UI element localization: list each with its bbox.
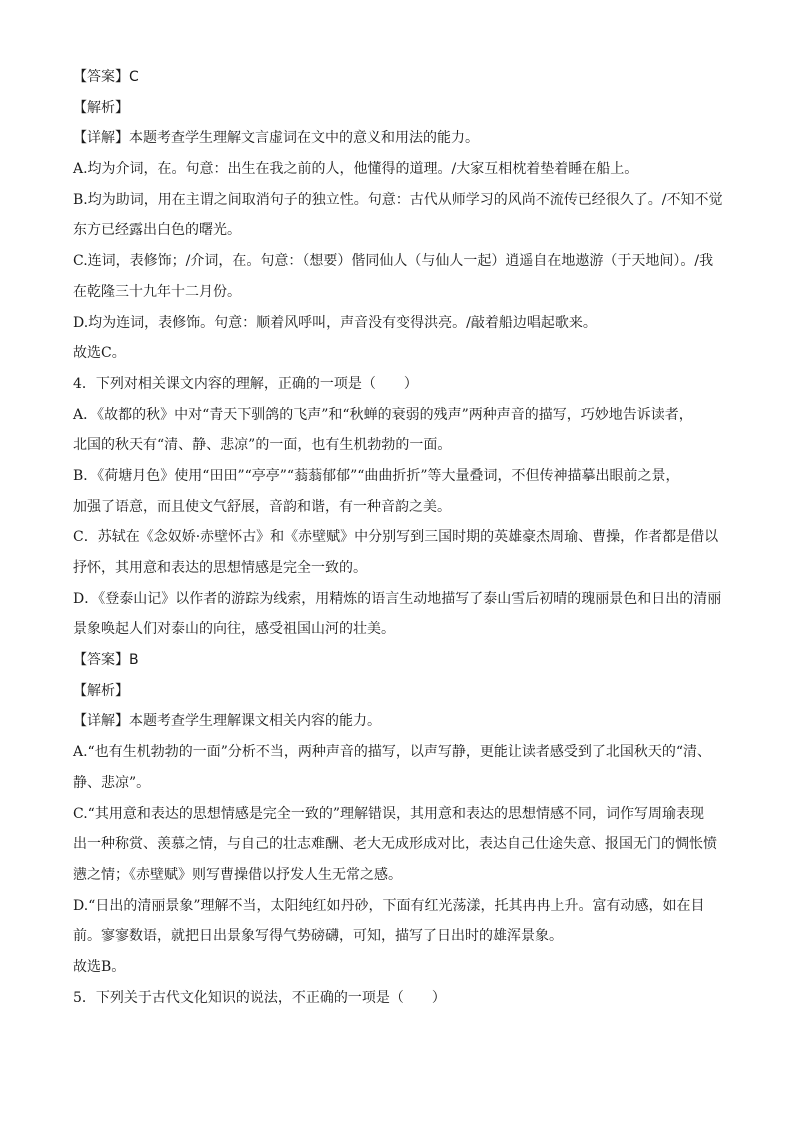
option-explanation-c-line3: 懑之情；《赤壁赋》则写曹操借以抒发人生无常之感。 [73,866,402,883]
option-explanation-a-line2: 静、悲凉”。 [73,774,151,791]
detail-text: 【详解】本题考查学生理解课文相关内容的能力。 [73,713,381,730]
choose-text: 故选C。 [73,345,126,362]
option-explanation-a: A.均为介词，在。句意：出生在我之前的人，他懂得的道理。/大家互相枕着垫着睡在船上。 [73,161,639,178]
answer-label: 【答案】B [73,652,139,669]
document-page [73,62,733,1013]
question-5-stem: 5．下列关于古代文化知识的说法，不正确的一项是（ ） [73,989,446,1006]
option-explanation-c-line1: C.连词，表修饰；/介词，在。句意：（想要）偕同仙人（与仙人一起）逍遥自在地遨游（于天地间）。/我 [73,253,714,270]
question-4-option-b-line1: B．《荷塘月色》使用“田田”“亭亭”“蓊蓊郁郁”“曲曲折折”等大量叠词，不但传神描摹出眼前之景， [73,467,680,484]
question-4-option-d-line1: D．《登泰山记》以作者的游踪为线索，用精炼的语言生动地描写了泰山雪后初晴的瑰丽景色和日出的清丽 [73,590,722,607]
option-explanation-c-line2: 出一种称赏、羡慕之情，与自己的壮志难酬、老大无成形成对比，表达自己仕途失意、报国无门的惆怅愤 [73,836,717,853]
option-explanation-d-line2: 前。寥寥数语，就把日出景象写得气势磅礴，可知，描写了日出时的雄浑景象。 [73,928,563,945]
question-4-option-c-line2: 抒怀，其用意和表达的思想情感是完全一致的。 [73,560,367,576]
detail-text: 【详解】本题考查学生理解文言虚词在文中的意义和用法的能力。 [73,130,479,147]
option-explanation-b-line1: B.均为助词，用在主谓之间取消句子的独立性。句意：古代从师学习的风尚不流传已经很久了。/不知不觉 [73,191,723,208]
option-explanation-d-line1: D.“日出的清丽景象”理解不当，太阳纯红如丹砂，下面有红光荡漾，托其冉冉上升。富有动感，如在目 [73,897,705,914]
option-explanation-a-line1: A.“也有生机勃勃的一面”分析不当，两种声音的描写，以声写静，更能让读者感受到了北国秋天的“清、 [73,744,712,761]
question-4-option-b-line2: 加强了语意，而且使文气舒展，音韵和谐，有一种音韵之美。 [73,498,451,515]
analysis-label: 【解析】 [73,99,129,116]
option-explanation-d: D.均为连词，表修饰。句意：顺着风呼叫，声音没有变得洪亮。/敲着船边唱起歌来。 [73,314,597,331]
question-4-option-d-line2: 景象唤起人们对泰山的向往，感受祖国山河的壮美。 [73,621,395,638]
option-explanation-c-line1: C.“其用意和表达的思想情感是完全一致的”理解错误，其用意和表达的思想情感不同，词作写周瑜表现 [73,805,704,822]
question-4-option-a-line2: 北国的秋天有“清、静、悲凉”的一面，也有生机勃勃的一面。 [73,437,452,454]
analysis-label: 【解析】 [73,682,129,699]
question-4-option-c-line1: C．苏轼在《念奴娇·赤壁怀古》和《赤壁赋》中分别写到三国时期的英雄豪杰周瑜、曹操，作者都是借以 [73,529,719,546]
option-explanation-b-line2: 东方已经露出白色的曙光。 [73,222,241,239]
option-explanation-c-line2: 在乾隆三十九年十二月份。 [73,283,241,300]
answer-label: 【答案】C [73,69,139,85]
question-4-option-a-line1: A．《故都的秋》中对“青天下驯鸽的飞声”和“秋蝉的衰弱的残声”两种声音的描写，巧妙地告诉读者， [73,406,693,423]
choose-text: 故选B。 [73,958,126,975]
question-4-stem: 4．下列对相关课文内容的理解，正确的一项是（ ） [73,375,418,392]
